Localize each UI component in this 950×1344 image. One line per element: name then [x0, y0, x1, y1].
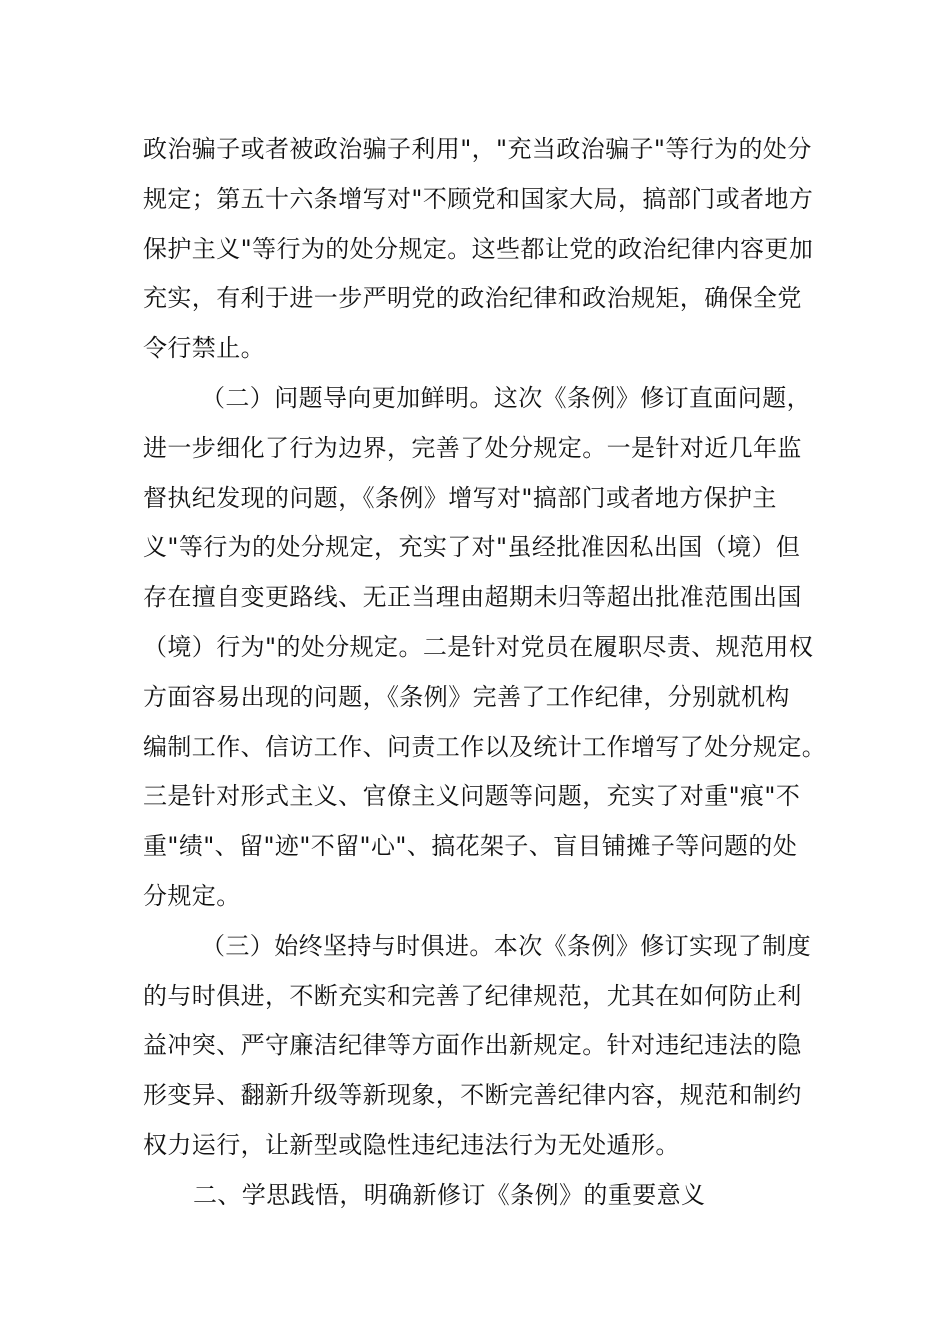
text-line: 分规定。: [143, 881, 241, 910]
text-line: 督执纪发现的问题，《条例》增写对"搞部门或者地方保护主: [143, 483, 777, 512]
text-line: 充实，有利于进一步严明党的政治纪律和政治规矩，确保全党: [143, 284, 802, 313]
text-line: 编制工作、信访工作、问责工作以及统计工作增写了处分规定。: [143, 732, 827, 761]
text-line: 义"等行为的处分规定，充实了对"虽经批准因私出国（境）但: [143, 533, 801, 562]
text-line: 存在擅自变更路线、无正当理由超期未归等超出批准范围出国: [143, 583, 802, 612]
text-line: 进一步细化了行为边界，完善了处分规定。一是针对近几年监: [143, 433, 802, 462]
text-line: 益冲突、严守廉洁纪律等方面作出新规定。针对违纪违法的隐: [143, 1031, 802, 1060]
text-line: （境）行为"的处分规定。二是针对党员在履职尽责、规范用权: [143, 632, 814, 661]
text-line: （二）问题导向更加鲜明。这次《条例》修订直面问题，: [201, 383, 811, 412]
text-line: 权力运行，让新型或隐性违纪违法行为无处遁形。: [143, 1130, 680, 1159]
text-line: 三是针对形式主义、官僚主义问题等问题，充实了对重"痕"不: [143, 782, 801, 811]
paragraph-problem-oriented: [143, 374, 827, 922]
text-line: 保护主义"等行为的处分规定。这些都让党的政治纪律内容更加: [143, 234, 814, 263]
paragraph-keep-pace-with-times: [143, 922, 823, 1171]
section-heading: 二、学思践悟，明确新修订《条例》的重要意义: [193, 1180, 706, 1209]
text-line: （三）始终坚持与时俱进。本次《条例》修订实现了制度: [201, 931, 811, 960]
text-line: 政治骗子或者被政治骗子利用"，"充当政治骗子"等行为的处分: [143, 135, 812, 163]
text-line: 规定；第五十六条增写对"不顾党和国家大局，搞部门或者地方: [143, 184, 814, 213]
text-line: 形变异、翻新升级等新现象，不断完善纪律内容，规范和制约: [143, 1081, 802, 1110]
paragraph-political-discipline: [143, 125, 823, 374]
document-body: [143, 125, 827, 1221]
text-line: 重"绩"、留"迹"不留"心"、搞花架子、盲目铺摊子等问题的处: [143, 832, 798, 861]
text-line: 令行禁止。: [143, 334, 265, 363]
text-line: 的与时俱进，不断充实和完善了纪律规范，尤其在如何防止利: [143, 981, 802, 1010]
text-line: 方面容易出现的问题，《条例》完善了工作纪律，分别就机构: [143, 682, 790, 711]
